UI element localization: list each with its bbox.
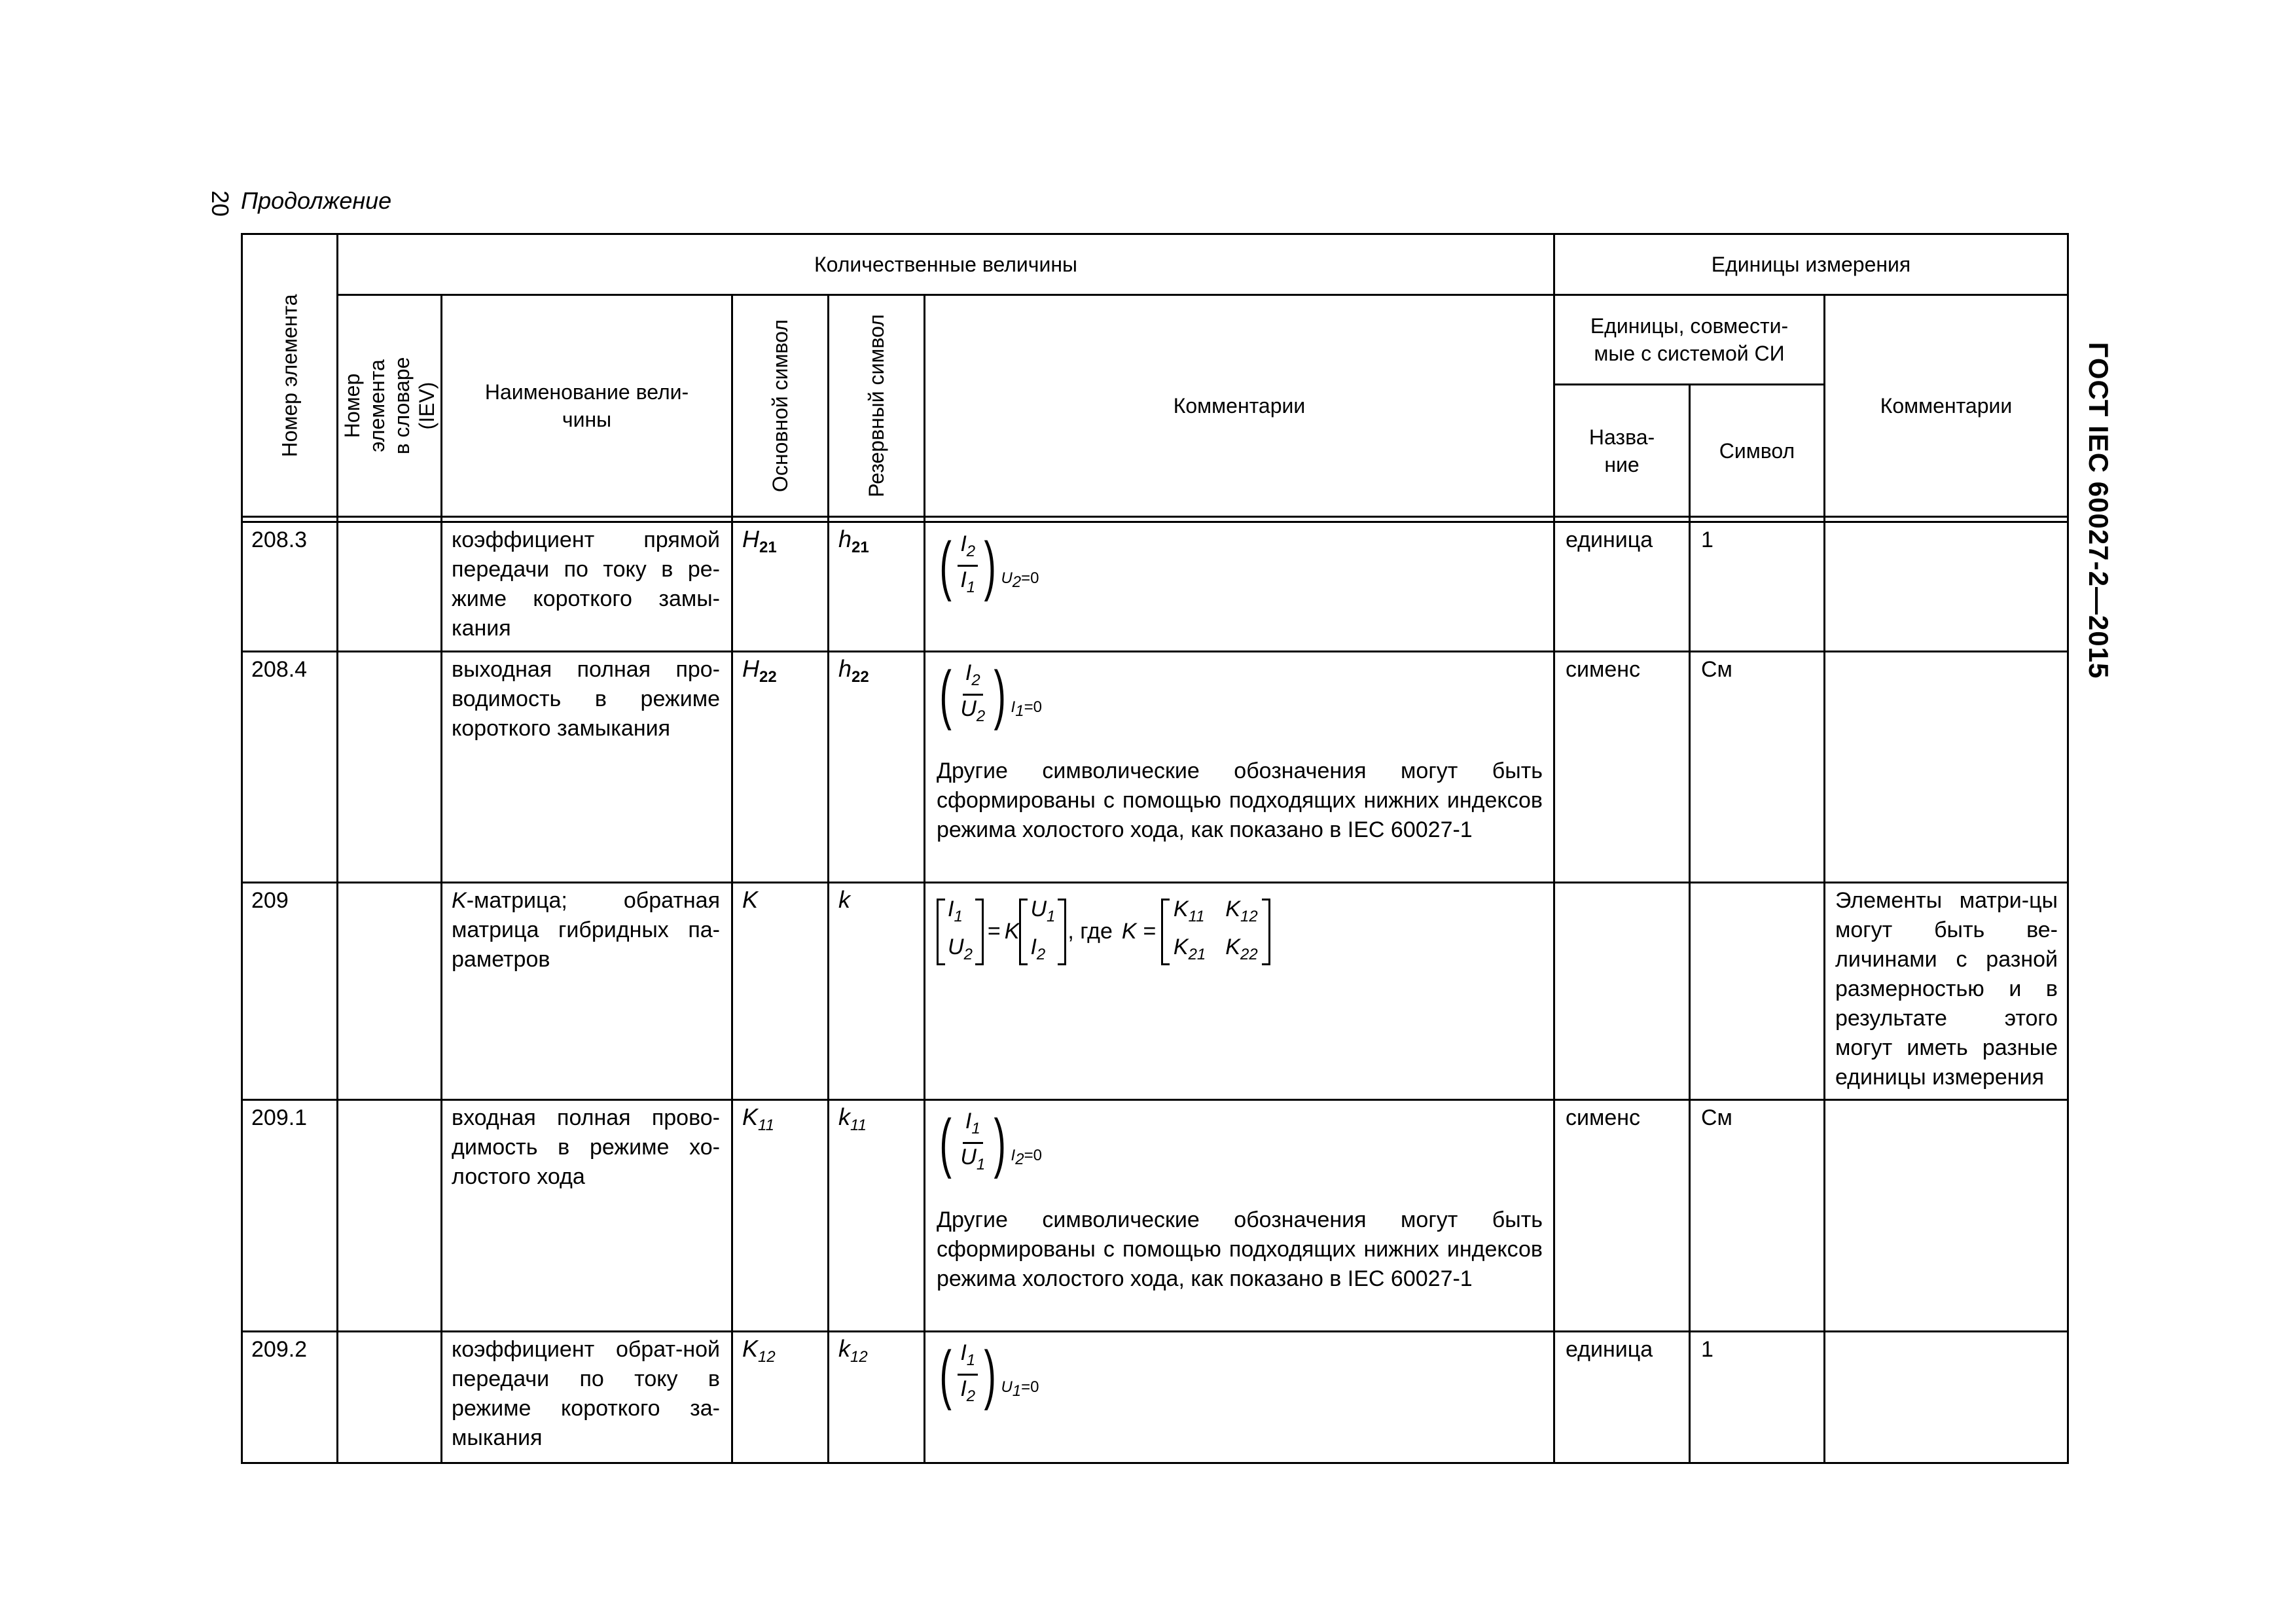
header-iev-number: Номер элемента в словаре (IEV): [340, 357, 439, 455]
unit-name: единица: [1566, 1337, 1653, 1362]
quantity-name: входная полная прово-димость в режиме хо-лостого хода: [452, 1105, 720, 1189]
reserve-symbol: $k_{12}$: [838, 1335, 868, 1366]
header-unit-name: Назва-ние: [1588, 425, 1655, 476]
header-units: Единицы измерения: [1711, 253, 1911, 276]
quantity-name: выходная полная про-водимость в режиме короткого замыкания: [452, 657, 720, 741]
row-number: 209.1: [251, 1105, 308, 1130]
continuation-label: Продолжение: [241, 187, 392, 214]
page-number: 20: [207, 190, 234, 217]
quantity-name: коэффициент прямой передачи по току в ре-жиме короткого замы-кания: [452, 527, 720, 641]
reserve-symbol: k: [838, 886, 850, 913]
main-symbol: $K_{11}$: [742, 1103, 774, 1135]
header-quantity-name: Наименование вели-чины: [484, 380, 689, 431]
row-number: 209.2: [251, 1337, 308, 1362]
reserve-symbol: $k_{11}$: [838, 1103, 867, 1135]
unit-symbol: 1: [1701, 1337, 1713, 1362]
header-reserve-symbol: Резервный символ: [865, 314, 888, 497]
header-element-number: Номер элемента: [278, 293, 302, 457]
header-unit-comments: Комментарии: [1880, 394, 2013, 418]
quantities-table: [241, 233, 2069, 1464]
comment-note: Другие символические обозначения могут быть сформированы с помощью подходящих нижних индексов режима холостого хода, как показано в IEC 60027-1: [937, 758, 1543, 842]
header-main-symbol: Основной символ: [768, 319, 792, 492]
header-comments: Комментарии: [1173, 394, 1306, 418]
comment-note: Другие символические обозначения могут быть сформированы с помощью подходящих нижних индексов режима холостого хода, как показано в IEC 60027-1: [937, 1207, 1543, 1291]
unit-name: единица: [1566, 527, 1653, 552]
main-symbol: $K_{12}$: [742, 1335, 776, 1366]
unit-symbol: См: [1701, 1105, 1732, 1130]
main-symbol: $H_{22}$: [742, 655, 777, 687]
standard-code: ГОСТ IEC 60027-2—2015: [2083, 342, 2114, 679]
row-number: 208.4: [251, 657, 308, 682]
unit-name: сименс: [1566, 657, 1641, 682]
reserve-symbol: $h_{21}$: [838, 526, 869, 557]
quantity-name: коэффициент обрат-ной передачи по току в режиме короткого за-мыкания: [452, 1337, 720, 1450]
header-unit-symbol: Символ: [1719, 438, 1795, 463]
row-number: 209: [251, 888, 289, 913]
formula: ( $\frac{I_2}{U_2}$ ) $I_1=0$: [939, 658, 1042, 732]
formula: ( $\frac{I_2}{I_1}$ ) $U_2=0$: [939, 529, 1039, 603]
reserve-symbol: $h_{22}$: [838, 655, 869, 687]
unit-symbol: См: [1701, 657, 1732, 682]
main-symbol: K: [742, 886, 759, 913]
header-quantities: Количественные величины: [814, 253, 1077, 276]
unit-comment: Элементы матри-цы могут быть ве-личинами с разной размерностью и в результате этого могут иметь разные единицы измерения: [1835, 888, 2058, 1090]
unit-name: сименс: [1566, 1105, 1641, 1130]
quantity-name: K-матрица; обратная матрица гибридных па-раметров: [452, 888, 720, 972]
formula: ( $\frac{I_1}{U_1}$ ) $I_2=0$: [939, 1106, 1042, 1180]
formula: ( $\frac{I_1}{I_2}$ ) $U_1=0$: [939, 1338, 1039, 1412]
header-si-units: Единицы, совмести-мые с системой СИ: [1590, 314, 1789, 365]
main-symbol: $H_{21}$: [742, 526, 777, 557]
row-number: 208.3: [251, 527, 308, 552]
matrix-formula: $I_1$ $U_2$ = K $U_1$ $I_2$ , где K = $K_{11}$ $K_{12}$ $K_{21}$ $K_{22}$: [937, 894, 1270, 973]
unit-symbol: 1: [1701, 527, 1713, 552]
